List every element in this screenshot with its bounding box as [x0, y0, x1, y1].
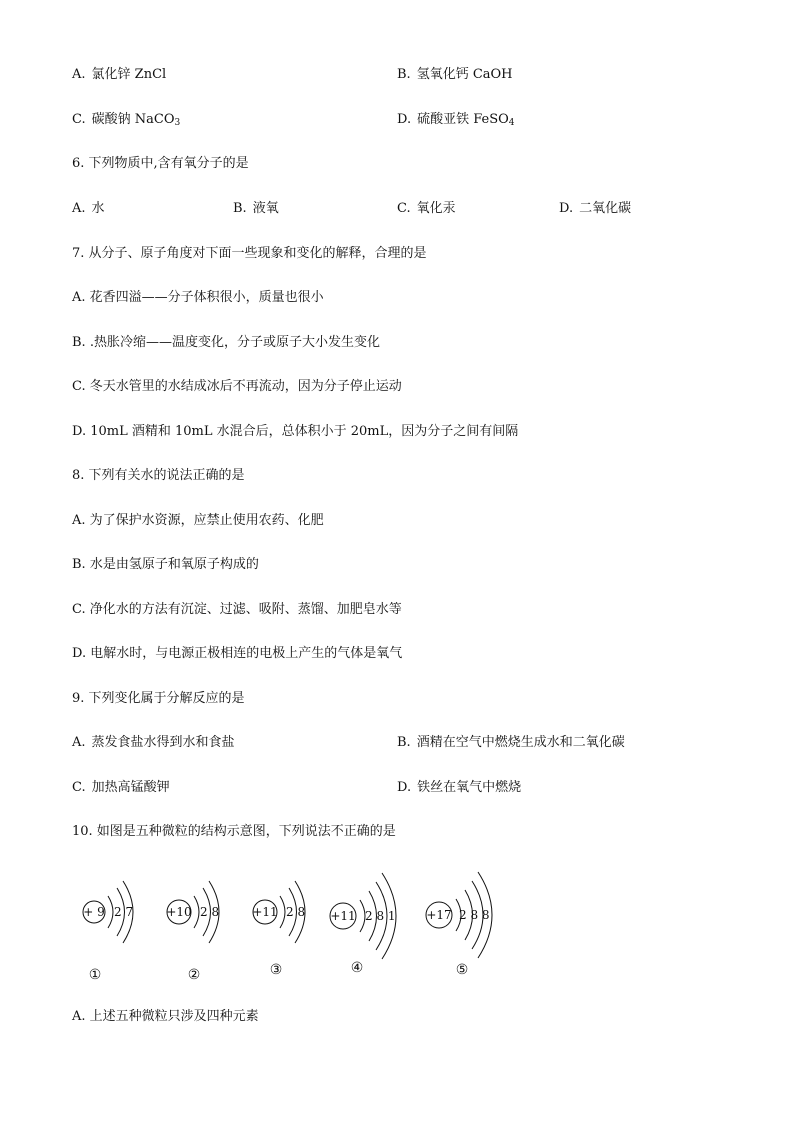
- q5-option-a-text: 氯化锌 ZnCl: [91, 67, 167, 82]
- q9-stem: 9. 下列变化属于分解反应的是: [72, 691, 245, 706]
- q6-option-b-text: 液氧: [252, 201, 279, 216]
- particle-index-4: ④: [350, 960, 364, 976]
- q6-option-b: B. 液氧: [233, 201, 279, 216]
- q5-option-c: C. 碳酸钠 NaCO$_3$: [72, 112, 181, 128]
- q9-option-c-text: 加热高锰酸钾: [91, 780, 170, 795]
- q5-option-b-text: 氢氧化钙 CaOH: [416, 67, 513, 82]
- q6-option-a-text: 水: [91, 201, 105, 216]
- electron-shell-1-1: [108, 896, 113, 928]
- electron-counts-1: 2 7: [114, 905, 134, 919]
- q9-option-b: B. 酒精在空气中燃烧生成水和二氧化碳: [397, 735, 625, 750]
- particle-index-5: ⑤: [455, 962, 469, 978]
- q9-option-b-text: 酒精在空气中燃烧生成水和二氧化碳: [416, 735, 625, 750]
- q7-option-c: C. 冬天水管里的水结成冰后不再流动，因为分子停止运动: [72, 379, 402, 394]
- nucleus-charge-4: +11: [330, 909, 356, 923]
- nucleus-charge-3: +11: [252, 905, 278, 919]
- q8-stem: 8. 下列有关水的说法正确的是: [72, 468, 245, 483]
- electron-counts-3: 2 8: [286, 905, 306, 919]
- q8-option-d: D. 电解水时，与电源正极相连的电极上产生的气体是氧气: [72, 646, 403, 661]
- q6-option-c: C. 氧化汞: [397, 201, 456, 216]
- q5-option-d-subscript: 4: [508, 118, 515, 128]
- q9-option-d: D. 铁丝在氧气中燃烧: [397, 780, 522, 795]
- particle-index-2: ②: [187, 967, 201, 983]
- q10-stem: 10. 如图是五种微粒的结构示意图，下列说法不正确的是: [72, 824, 396, 839]
- nucleus-charge-5: +17: [426, 908, 452, 922]
- q5-option-d-text: 硫酸亚铁 FeSO: [417, 112, 509, 127]
- q7-option-d: D. 10mL 酒精和 10mL 水混合后，总体积小于 20mL，因为分子之间有间隔: [72, 424, 519, 439]
- q9-option-a: A. 蒸发食盐水得到水和食盐: [72, 735, 235, 750]
- electron-shell-2-1: [194, 896, 199, 928]
- q8-option-a: A. 为了保护水资源，应禁止使用农药、化肥: [72, 513, 324, 528]
- q5-option-b: B. 氢氧化钙 CaOH: [397, 67, 513, 82]
- nucleus-charge-2: +10: [166, 905, 192, 919]
- q7-option-b: B. .热胀冷缩——温度变化，分子或原子大小发生变化: [72, 335, 380, 350]
- electron-counts-5: 2 8 8: [459, 908, 490, 922]
- q6-option-c-text: 氧化汞: [416, 201, 456, 216]
- electron-shell-3-1: [280, 896, 285, 928]
- q9-option-a-text: 蒸发食盐水得到水和食盐: [91, 735, 235, 750]
- q6-option-d: D. 二氧化碳: [559, 201, 632, 216]
- q5-option-c-text: 碳酸钠 NaCO: [91, 112, 175, 127]
- q5-option-a: A. 氯化锌 ZnCl: [72, 67, 167, 82]
- q8-option-b: B. 水是由氢原子和氧原子构成的: [72, 557, 259, 572]
- q8-option-c: C. 净化水的方法有沉淀、过滤、吸附、蒸馏、加肥皂水等: [72, 602, 402, 617]
- q5-option-d: D. 硫酸亚铁 FeSO$_4$: [397, 112, 515, 128]
- electron-counts-2: 2 8: [200, 905, 220, 919]
- q7-stem: 7. 从分子、原子角度对下面一些现象和变化的解释，合理的是: [72, 246, 427, 261]
- particle-index-3: ③: [269, 962, 283, 978]
- q10-option-a: A. 上述五种微粒只涉及四种元素: [72, 1009, 259, 1024]
- q5-option-c-subscript: 3: [174, 118, 181, 128]
- electron-counts-4: 2 8 1: [365, 909, 396, 923]
- q9-option-d-text: 铁丝在氧气中燃烧: [417, 780, 522, 795]
- atomic-structure-diagrams: [60, 862, 520, 988]
- nucleus-charge-1: + 9: [83, 905, 105, 919]
- q7-option-a: A. 花香四溢——分子体积很小，质量也很小: [72, 290, 324, 305]
- q6-stem: 6. 下列物质中,含有氧分子的是: [72, 156, 249, 171]
- q6-option-a: A. 水: [72, 201, 105, 216]
- q9-option-c: C. 加热高锰酸钾: [72, 780, 170, 795]
- particle-index-1: ①: [88, 967, 102, 983]
- q6-option-d-text: 二氧化碳: [579, 201, 632, 216]
